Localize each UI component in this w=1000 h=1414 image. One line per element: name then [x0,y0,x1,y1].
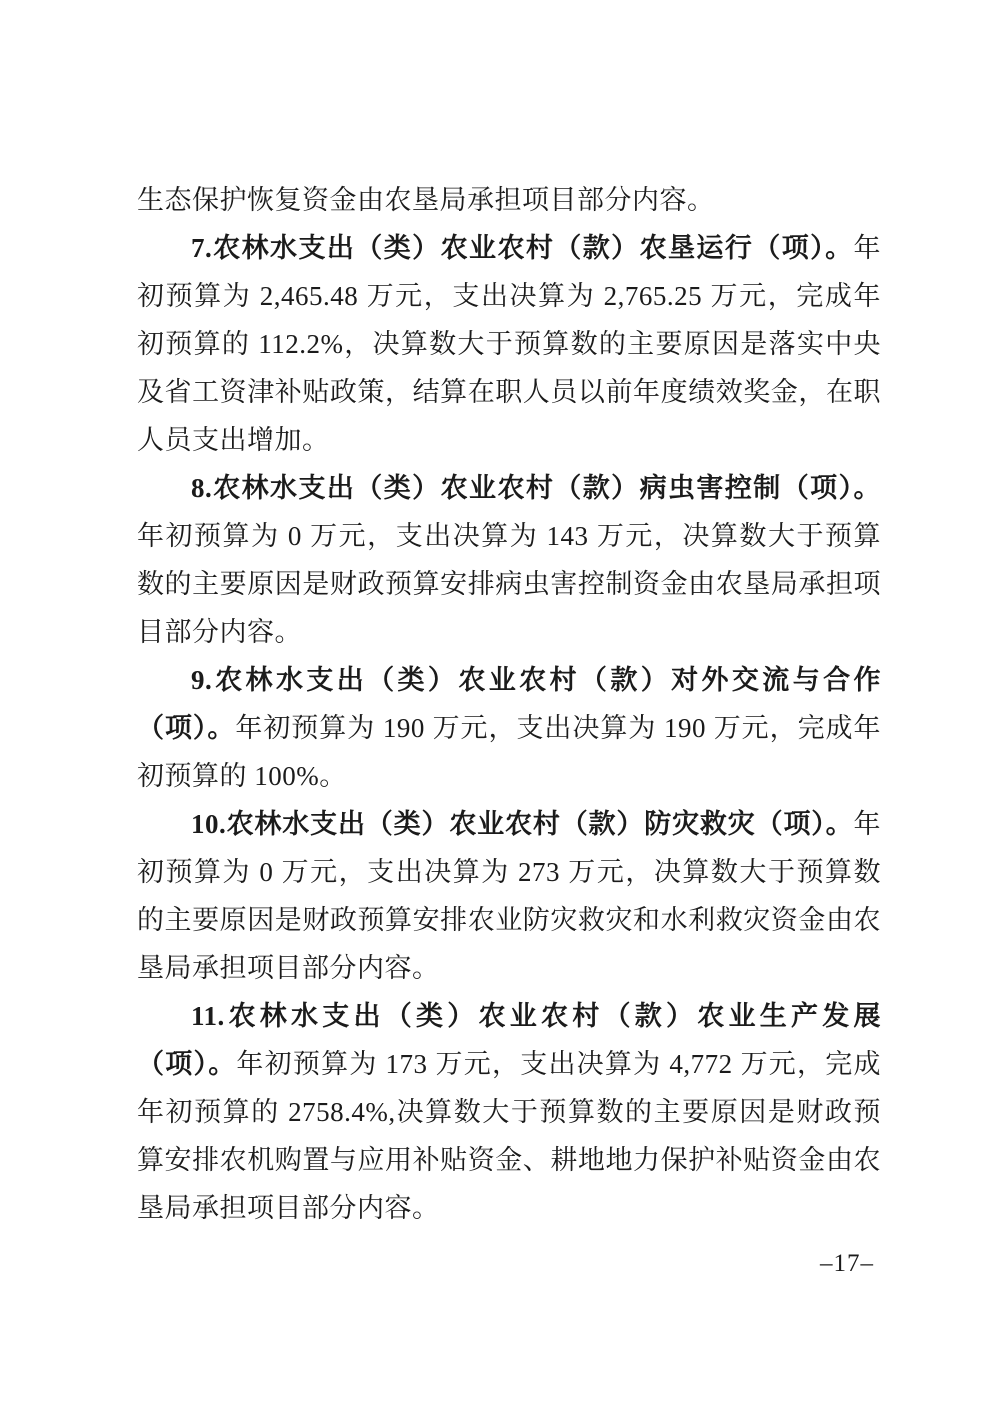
paragraph-heading: 8.农林水支出（类）农业农村（款）病虫害控制（项）。 [191,473,881,503]
paragraph-heading: 7.农林水支出（类）农业农村（款）农垦运行（项）。 [191,233,854,263]
paragraph-item10 [137,800,881,992]
paragraph-item8 [137,464,881,656]
paragraph-text: 年初预算为 2,465.48 万元，支出决算为 2,765.25 万元，完成年初预算的 112.2%，决算数大于预算数的主要原因是落实中央及省工资津补贴政策，结算在职人员以前年度绩效奖金，在职人员支出增加。 [137,233,881,455]
paragraph-text: 年初预算为 190 万元，支出决算为 190 万元，完成年初预算的 100%。 [137,713,882,791]
document-body [137,176,881,1232]
paragraph-text: 年初预算为 0 万元，支出决算为 143 万元，决算数大于预算数的主要原因是财政预算安排病虫害控制资金由农垦局承担项目部分内容。 [137,521,881,647]
paragraph-item6-continuation [137,176,881,224]
paragraph-text: 年初预算为 173 万元，支出决算为 4,772 万元，完成年初预算的 2758.4%,决算数大于预算数的主要原因是财政预算安排农机购置与应用补贴资金、耕地地力保护补贴资金由农垦局承担项目部分内容。 [137,1049,882,1223]
paragraph-item11 [137,992,881,1232]
paragraph-item9 [137,656,881,800]
paragraph-item7 [137,224,881,464]
paragraph-heading: 9.农林水支出（类）农业农村（款）对外交流与合作（项）。 [137,665,881,743]
paragraph-heading: 11.农林水支出（类）农业农村（款）农业生产发展（项）。 [137,1001,881,1079]
paragraph-heading: 10.农林水支出（类）农业农村（款）防灾救灾（项）。 [191,809,854,839]
paragraph-text: 年初预算为 0 万元，支出决算为 273 万元，决算数大于预算数的主要原因是财政预算安排农业防灾救灾和水利救灾资金由农垦局承担项目部分内容。 [137,809,881,983]
paragraph-text: 生态保护恢复资金由农垦局承担项目部分内容。 [137,185,715,215]
page-number: –17– [820,1250,874,1277]
